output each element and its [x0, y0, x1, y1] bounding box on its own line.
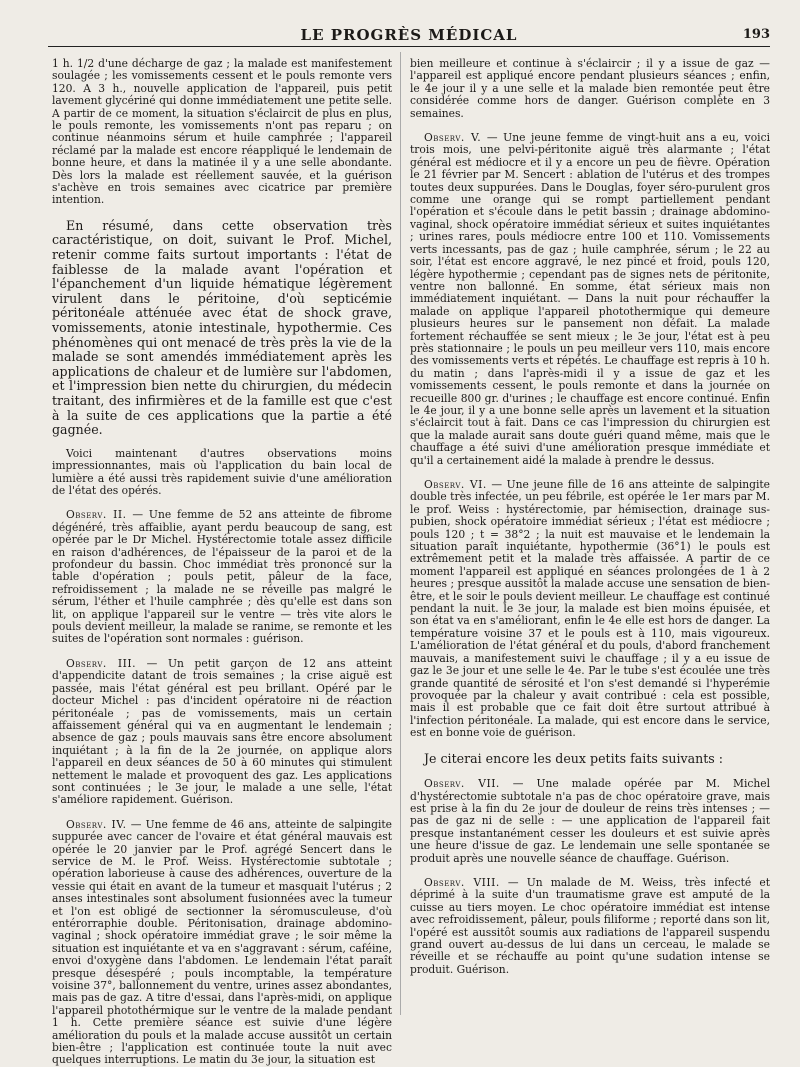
observation-text: — Une femme de 52 ans atteinte de fibrome dégénéré, très affaiblie, ayant perdu beaucoup de sang, est opérée par le Dr Michel. Hystérectomie totale assez difficile en raison d'adhérences, de l'épaisseur de la paroi et de la profondeur du bassin. Choc immédiat très prononcé sur la table d'opération ; pouls petit, pâleur de la face, refroidissement ; la malade ne se réveille pas malgré le sérum, l'éther et l'huile camphrée ; dès qu'elle est dans son lit, on applique l'appareil sur le ventre — très vite alors le pouls devient meilleur, la malade se ranime, se remonte et les suites de l'opération sont normales : guérison.	[52, 508, 392, 646]
journal-title: LE PROGRÈS MÉDICAL	[300, 26, 518, 44]
page-header	[48, 24, 770, 47]
observation-label: Observ. IV.	[66, 817, 127, 831]
observation-2	[52, 509, 392, 645]
observation-7	[410, 778, 770, 865]
observation-text: — Un malade de M. Weiss, très infecté et déprimé à la suite d'un traumatisme grave est amputé de la cuisse au tiers moyen. Le choc opératoire immédiat est intense avec refroidissement, pâleur, pouls filiforme ; reporté dans son lit, l'opéré est aussitôt soumis aux radiations de l'appareil suspendu grand ouvert au-dessus de lui dans un cerceau, le malade se réveille et se réchauffe au point qu'une sudation intense se produit. Guérison.	[410, 875, 770, 976]
observation-4	[52, 819, 392, 1067]
column-divider	[400, 52, 401, 1015]
observation-text: — Une femme de 46 ans, atteinte de salpingite suppurée avec cancer de l'ovaire et état général mauvais est opérée le 20 janvier par le Prof. agrégé Sencert dans le service de M. le Prof. Weiss. Hystérectomie subtotale ; opération laborieuse à cause des adhérences, ouverture de la vessie qui était en avant de la tumeur et masquait l'utérus ; 2 anses intestinales sont absolument fusionnées avec la tumeur et l'on est obligé de sectionner la séromusculeuse, d'où entérorraphie double. Péritonisation, drainage abdomino-vaginal ; shock opératoire immédiat grave ; le soir même la situation est inquiétante et va en s'aggravant : sérum, caféine, envoi d'oxygène dans l'abdomen. Le lendemain l'état paraît presque désespéré ; pouls incomptable, la température voisine 37°, ballonnement du ventre, urines assez abondantes, mais pas de gaz. A titre d'essai, dans l'après-midi, on applique l'appareil photothérmique sur le ventre de la malade pendant 1 h. Cette première séance est suivie d'une légère amélioration du pouls et la malade accuse aussitôt un certain bien-être ; l'application est continuée toute la nuit avec quelques interruptions. Le matin du 3e jour, la situation est	[52, 817, 392, 1067]
paragraph-intro: Voici maintenant d'autres observations moins impressionnantes, mais où l'application du bain local de lumière a été aussi très rapidement suivie d'une amélioration de l'état des opérés.	[52, 446, 392, 497]
observation-text: — Une jeune fille de 16 ans atteinte de salpingite double très infectée, un peu fébrile, est opérée le 1er mars par M. le prof. Weiss : hystérectomie, par hémisection, drainage sus-pubien, shock opératoire immédiat sérieux ; l'état est médiocre ; pouls 120 ; t = 38°2 ; la nuit est mauvaise et le lendemain la situation paraît inquiétante, hypothermie (36°1) le pouls est extrêmement petit et la malade très affaissée. A partir de ce moment l'appareil est appliqué en séances prolongées de 1 à 2 heures ; presque aussitôt la malade accuse une sensation de bien-être, et le soir le pouls devient meilleur. Le chauffage est continué pendant la nuit. le 3e jour, la malade est bien moins épuisée, et son état va en s'améliorant, enfin le 4e elle est hors de danger. La température voisine 37 et le pouls est à 110, mais vigoureux. L'amélioration de l'état général et du pouls, d'abord franchement mauvais, a manifestement suivi le chauffage ; il y a eu issue de gaz le 3e jour et une selle le 4e. Par le tube s'est écoulée une très grande quantité de sérosité et l'on s'est demandé si l'hyperémie provoquée par la chaleur y avait contribué : cela est possible, mais il est probable que ce fait doit être surtout attribué à l'infection péritonéale. La malade, qui est encore dans le service, est en bonne voie de guérison.	[410, 478, 770, 740]
observation-label: Observ. V.	[424, 131, 482, 145]
observation-3	[52, 658, 392, 807]
observation-5	[410, 132, 770, 467]
observation-text: — Une malade opérée par M. Michel d'hystérectomie subtotale n'a pas de choc opératoire grave, mais est prise à la fin du 2e jour de douleur de reins très intenses ; — pas de gaz ni de selle : — une application de l'appareil fait presque instantanément cesser les douleurs et est suivie après une heure d'issue de gaz. Le lendemain une selle spontanée se produit après une nouvelle séance de chauffage. Guérison.	[410, 777, 770, 865]
paragraph: bien meilleure et continue à s'éclaircir ; il y a issue de gaz — l'appareil est appliqué encore pendant plusieurs séances ; enfin, le 4e jour il y a une selle et la malade bien remontée peut être considérée comme hors de danger. Guérison complète en 3 semaines.	[410, 57, 770, 120]
observation-6	[410, 479, 770, 740]
observation-8	[410, 877, 770, 976]
observation-label: Observ. VI.	[424, 478, 487, 491]
observation-text: — Un petit garçon de 12 ans atteint d'appendicite datant de trois semaines ; la crise aiguë est passée, mais l'état général est peu brillant. Opéré par le docteur Michel : pas d'incident opératoire ni de réaction péritonéale ; pas de vomissements, mais un certain affaissement général qui va en augmentant le lendemain ; absence de gaz ; pouls mauvais sans être encore absolument inquiétant ; à la fin de la 2e journée, on applique alors l'appareil en deux séances de 50 à 60 minutes qui stimulent nettement le malade et provoquent des gaz. Les applications sont continuées ; le 3e jour, le malade a une selle, l'état s'améliore rapidement. Guérison.	[52, 656, 392, 807]
page-number: 193	[742, 27, 770, 42]
right-column	[410, 58, 770, 1015]
observation-label: Observ. VII.	[424, 777, 500, 791]
paragraph-transition: Je citerai encore les deux petits faits suivants :	[424, 750, 723, 766]
observation-label: Observ. III.	[66, 656, 136, 670]
observation-text: — Une jeune femme de vingt-huit ans a eu, voici trois mois, une pelvi-péritonite aiguë très alarmante ; l'état général est médiocre et il y a encore un peu de fièvre. Opération le 21 février par M. Sencert : ablation de l'utérus et des trompes toutes deux suppurées. Dans le Douglas, foyer séro-purulent gros comme une orange qui se rompt partiellement pendant l'opération et s'écoule dans le petit bassin ; drainage abdomino-vaginal, shock opératoire immédiat sérieux et suites inquiétantes ; urines rares, pouls médiocre entre 100 et 110. Vomissements verts incessants, pas de gaz ; huile camphrée, sérum ; le 22 au soir, l'état est encore aggravé, le nez pincé et froid, pouls 120, légère hypothermie ; cependant pas de signes nets de péritonite, ventre non ballonné. En somme, état sérieux mais non immédiatement inquiétant. — Dans la nuit pour réchauffer la malade on applique l'appareil photothermique qui demeure plusieurs heures sur le pansement non défait. La malade fortement réchauffée se sent mieux ; le 3e jour, l'état est à peu près stationnaire ; le pouls un peu meilleur vers 110, mais encore des vomissements verts et répétés. Le chauffage est repris à 10 h. du matin ; dans l'après-midi il y a issue de gaz et les vomissements cessent, le pouls remonte et dans la journée on recueille 800 gr. d'urines ; le chauffage est encore continué. Enfin le 4e jour, il y a une bonne selle après un lavement et la situation s'éclaircit tout à fait. Dans ce cas l'impression du chirurgien est que la malade aurait sans doute guéri quand même, mais que le chauffage a été suivi d'une amélioration presque immédiate et qu'il a certainement aidé la malade à prendre le dessus.	[410, 131, 770, 467]
paragraph: 1 h. 1/2 d'une décharge de gaz ; la malade est manifestement soulagée ; les vomissements cessent et le pouls remonte vers 120. A 3 h., nouvelle application de l'appareil, puis petit lavement glycériné qui donne immédiatement une petite selle. A partir de ce moment, la situation s'éclaircit de plus en plus, le pouls remonte, les vomissements n'ont pas reparu ; on continue néanmoins sérum et huile camphrée ; l'appareil réclamé par la malade est encore réappliqué le lendemain de bonne heure, et dans la matinée il y a une selle abondante. Dès lors la malade est réellement sauvée, et la guérison s'achève en trois semaines avec cicatrice par première intention.	[52, 57, 392, 207]
observation-label: Observ. II.	[66, 508, 127, 522]
observation-label: Observ. VIII.	[424, 875, 500, 889]
left-column	[52, 57, 392, 1067]
paragraph-summary: En résumé, dans cette observation très caractéristique, on doit, suivant le Prof. Michel, retenir comme faits surtout importants : l'état de faiblesse de la malade avant l'opération et l'épanchement d'un liquide hématique légèrement virulent dans le péritoine, d'où septicémie péritonéale atténuée avec état de shock grave, vomissements, atonie intestinale, hypothermie. Ces phénomènes qui ont menacé de très près la vie de la malade se sont amendés immédiatement après les applications de chaleur et de lumière sur l'abdomen, et l'impression bien nette du chirurgien, du médecin traitant, des infirmières et de la famille est que c'est à la suite de ces applications que la partie a été gagnée.	[52, 217, 392, 438]
